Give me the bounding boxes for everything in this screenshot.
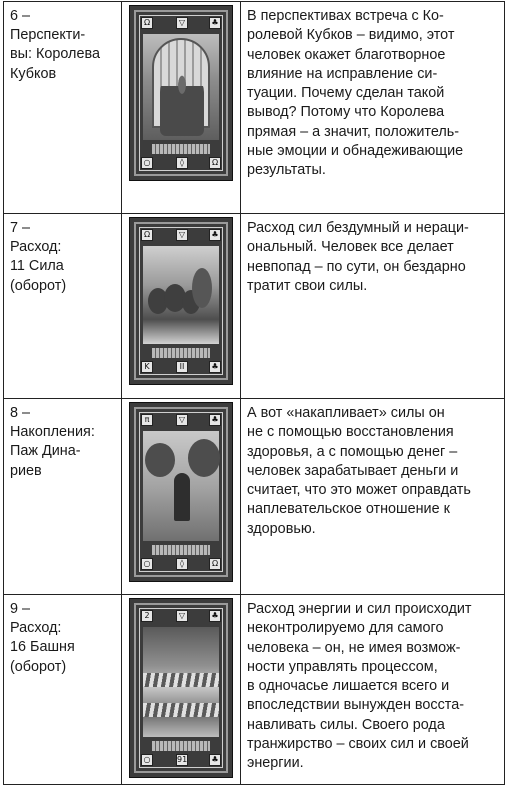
position-cell bbox=[4, 2, 122, 214]
storm-wave-illustration bbox=[143, 703, 219, 717]
letter-k-glyph-icon: K bbox=[141, 361, 153, 373]
description-line: туации. Почему сделан такой bbox=[247, 85, 445, 102]
description-line: ности управлять процессом, bbox=[247, 658, 438, 675]
position-line: Расход: bbox=[10, 620, 62, 637]
figure-illustration bbox=[192, 268, 212, 308]
spread-row-9 bbox=[4, 595, 505, 785]
description-line: результаты. bbox=[247, 162, 326, 179]
description-line: здоровья, а с помощью денег – bbox=[247, 443, 458, 460]
description-line: в одночасье лишается всего и bbox=[247, 678, 450, 695]
position-line: 8 – bbox=[10, 405, 31, 421]
description-line: человек окажет благотворное bbox=[247, 46, 446, 63]
description-line: В перспективах встреча с Ко- bbox=[247, 8, 444, 24]
position-line: 6 – bbox=[10, 8, 31, 24]
position-line: (оборот) bbox=[10, 277, 67, 294]
position-cell bbox=[4, 595, 122, 785]
page-figure-illustration bbox=[174, 473, 190, 521]
cup-glyph-icon: Ω bbox=[209, 558, 221, 570]
card-caption-ornament bbox=[152, 348, 210, 358]
queen-figure-illustration bbox=[160, 72, 204, 136]
card-image-page-of-pentacles bbox=[129, 402, 233, 582]
position-line: 9 – bbox=[10, 601, 31, 617]
description-line: человек зарабатывает деньги и bbox=[247, 462, 459, 479]
numeral-glyph-icon: ◊ bbox=[176, 157, 188, 169]
tree-illustration bbox=[188, 439, 220, 477]
description-line: энергии. bbox=[247, 755, 304, 772]
circle-glyph-icon: ○ bbox=[141, 157, 153, 169]
description-line: неконтролируемо для самого bbox=[247, 620, 444, 637]
cup-glyph-icon: Ω bbox=[209, 157, 221, 169]
description-line: транжирство – своих сил и своей bbox=[247, 736, 469, 753]
numeral-glyph-icon: 91 bbox=[177, 755, 188, 764]
card-cell bbox=[122, 2, 241, 214]
description-line: ролевой Кубков – видимо, этот bbox=[247, 27, 455, 44]
spread-row-7 bbox=[4, 214, 505, 399]
position-line: вы: Королева bbox=[10, 46, 100, 63]
position-line: 11 Сила bbox=[10, 258, 64, 275]
description-line: Расход энергии и сил происходит bbox=[247, 601, 472, 617]
spread-row-8 bbox=[4, 399, 505, 595]
tarot-spread-table bbox=[3, 1, 505, 785]
description-line: невпопад – по сути, он бездарно bbox=[247, 258, 466, 275]
leaf-glyph-icon: ♣ bbox=[209, 229, 221, 241]
description-line: не с помощью восстановления bbox=[247, 424, 454, 441]
card-caption-ornament bbox=[152, 144, 210, 154]
position-cell bbox=[4, 214, 122, 399]
description-line: человека – он, не имея возмож- bbox=[247, 639, 461, 656]
position-line: (оборот) bbox=[10, 658, 67, 675]
description-line: навливать силы. Своего рода bbox=[247, 716, 445, 733]
description-line: прямая – а значит, положитель- bbox=[247, 123, 460, 140]
pi-glyph-icon: π bbox=[141, 414, 153, 426]
leaf-glyph-icon: ♣ bbox=[209, 754, 221, 766]
card-image-tower bbox=[129, 598, 233, 778]
leaf-glyph-icon: ♣ bbox=[209, 414, 221, 426]
card-image-strength bbox=[129, 217, 233, 385]
description-line: здоровью. bbox=[247, 520, 316, 537]
description-line: А вот «накапливает» силы он bbox=[247, 405, 445, 421]
circle-glyph-icon: ○ bbox=[141, 754, 153, 766]
description-line: наплевательское отношение к bbox=[247, 501, 450, 518]
position-line: Перспекти- bbox=[10, 27, 86, 44]
storm-wave-illustration bbox=[143, 673, 219, 687]
position-line: Накопления: bbox=[10, 424, 95, 441]
triangle-glyph-icon: ▽ bbox=[176, 610, 188, 622]
description-line: влияние на исправление си- bbox=[247, 65, 438, 82]
description-cell bbox=[241, 399, 505, 595]
position-line: Паж Дина- bbox=[10, 443, 81, 460]
description-line: Расход сил бездумный и нераци- bbox=[247, 220, 469, 236]
circle-glyph-icon: ○ bbox=[141, 558, 153, 570]
triangle-glyph-icon: ▽ bbox=[176, 414, 188, 426]
description-line: вывод? Потому что Королева bbox=[247, 104, 445, 121]
position-line: 16 Башня bbox=[10, 639, 75, 656]
position-line: риев bbox=[10, 462, 42, 479]
leaf-glyph-icon: ♣ bbox=[209, 361, 221, 373]
description-line: ональный. Человек все делает bbox=[247, 239, 454, 256]
position-cell bbox=[4, 399, 122, 595]
description-line: считает, что это может оправдать bbox=[247, 482, 471, 499]
numeral-glyph-icon: II bbox=[176, 361, 188, 373]
description-cell bbox=[241, 595, 505, 785]
triangle-glyph-icon: ▽ bbox=[176, 17, 188, 29]
triangle-glyph-icon: ▽ bbox=[176, 229, 188, 241]
position-line: 7 – bbox=[10, 220, 31, 236]
position-line: Кубков bbox=[10, 65, 57, 82]
position-line: Расход: bbox=[10, 239, 62, 256]
card-caption-ornament bbox=[152, 741, 210, 751]
leaf-glyph-icon: ♣ bbox=[209, 17, 221, 29]
description-line: ные эмоции и обнадеживающие bbox=[247, 143, 464, 160]
cup-glyph-icon: Ω bbox=[141, 229, 153, 241]
card-cell bbox=[122, 595, 241, 785]
card-caption-ornament bbox=[152, 545, 210, 555]
card-image-queen-of-cups bbox=[129, 5, 233, 181]
description-line: тратит свои силы. bbox=[247, 277, 368, 294]
numeral-glyph-icon: ◊ bbox=[176, 558, 188, 570]
cup-glyph-icon: Ω bbox=[141, 17, 153, 29]
numeral-2-glyph-icon: 2 bbox=[141, 610, 153, 622]
tree-illustration bbox=[145, 443, 175, 477]
card-cell bbox=[122, 399, 241, 595]
description-line: впоследствии вынужден восста- bbox=[247, 697, 464, 714]
description-cell bbox=[241, 2, 505, 214]
card-cell bbox=[122, 214, 241, 399]
leaf-glyph-icon: ♣ bbox=[209, 610, 221, 622]
description-cell bbox=[241, 214, 505, 399]
spread-row-6 bbox=[4, 2, 505, 214]
